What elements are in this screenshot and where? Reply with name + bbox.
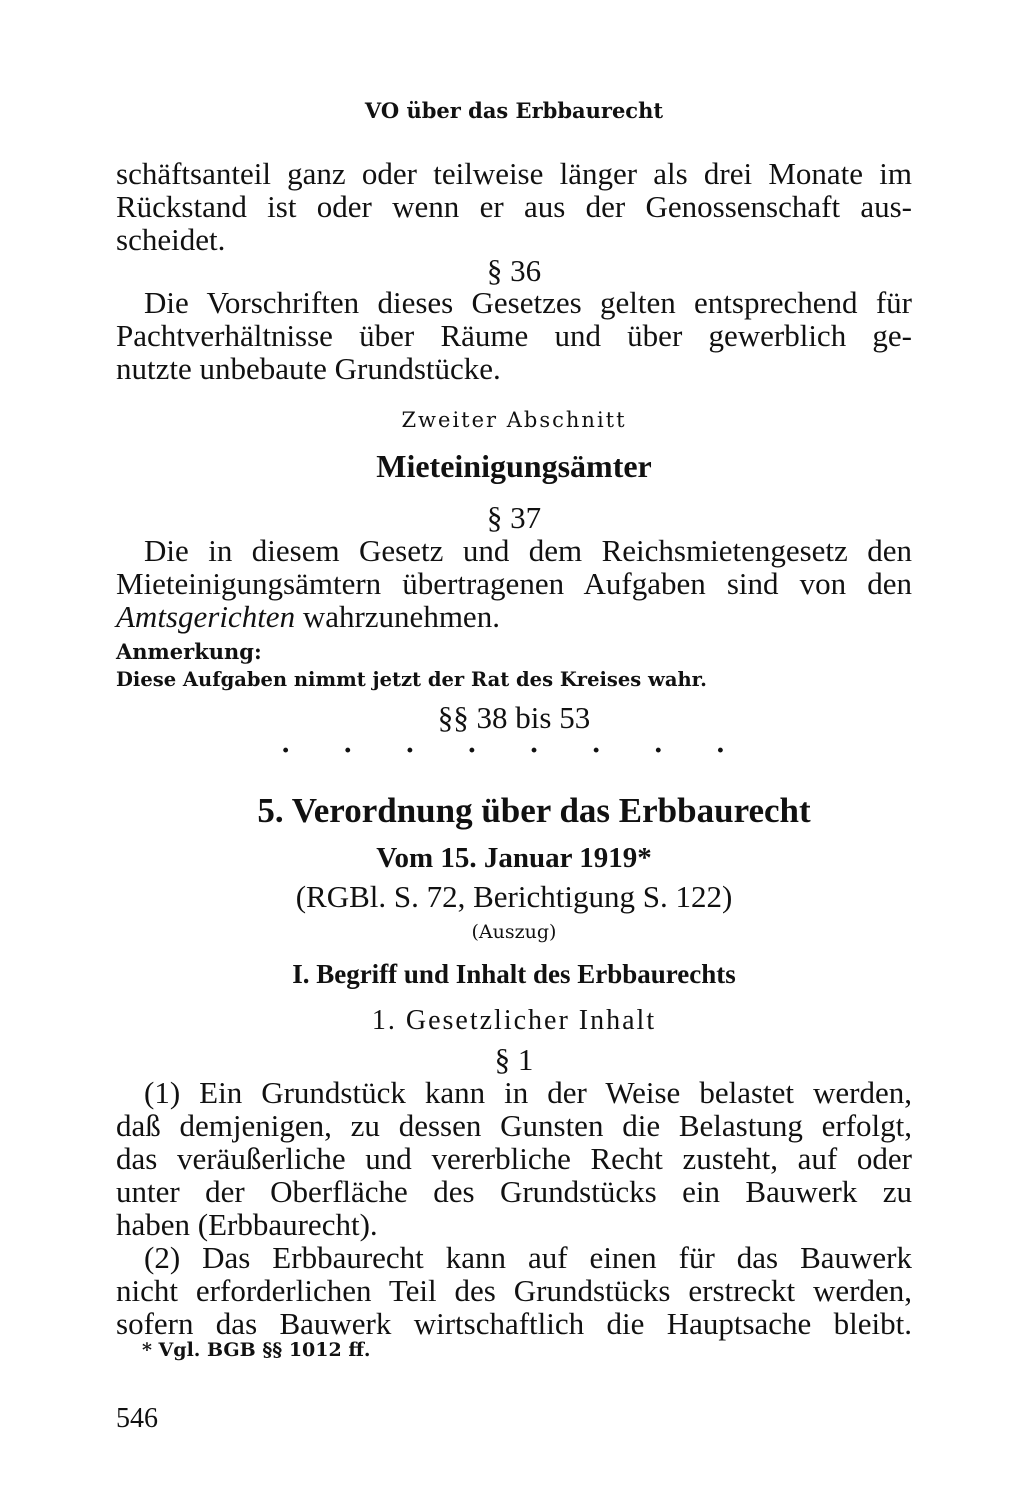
part-1-title: I. Begriff und Inhalt des Erbbaurechts [292, 959, 736, 989]
sections-38-53: §§ 38 bis 53 [437, 700, 591, 735]
section-1-line-1: (1) Ein Grundstück kann in der Weise belastet werden, [144, 1075, 912, 1110]
continuation-line-1: schäftsanteil ganz oder teilweise länger als drei Monate im [116, 156, 912, 191]
section-1-line-7: nicht erforderlichen Teil des Grundstücks erstreckt werden, [116, 1273, 912, 1308]
section-1-line-2: daß demjenigen, zu dessen Gunsten die Belastung erfolgt, [116, 1108, 912, 1143]
section-1-line-3: das veräußerliche und vererbliche Recht zusteht, auf oder [116, 1141, 912, 1176]
page-number: 546 [116, 1403, 158, 1434]
running-header: VO über das Erbbaurecht [364, 98, 664, 123]
section-37-line-3 [116, 601, 912, 632]
verordnung-title: 5. Verordnung über das Erbbaurecht [257, 791, 811, 830]
section-1-line-5: haben (Erbbaurecht). [116, 1207, 378, 1242]
anmerkung-label: Anmerkung: [116, 639, 262, 664]
footnote: * Vgl. BGB §§ 1012 ff. [142, 1339, 371, 1361]
abschnitt-title: Mieteinigungsämter [376, 448, 652, 484]
section-37-line-1: Die in diesem Gesetz und dem Reichsmietengesetz den [144, 533, 912, 568]
section-1-line-8: sofern das Bauwerk wirtschaftlich die Hauptsache bleibt. [116, 1306, 912, 1341]
ellipsis-dots: · · · · · · · · [281, 736, 747, 766]
continuation-line-2: Rückstand ist oder wenn er aus der Genossenschaft aus- [116, 189, 912, 224]
continuation-line-3: scheidet. [116, 222, 226, 257]
section-1-line-4: unter der Oberfläche des Grundstücks ein Bauwerk zu [116, 1174, 912, 1209]
section-1-line-6: (2) Das Erbbaurecht kann auf einen für das Bauwerk [144, 1240, 912, 1275]
section-36-heading: § 36 [486, 253, 542, 288]
part-1-subtitle: 1. Gesetzlicher Inhalt [371, 1005, 657, 1036]
section-37-heading: § 37 [486, 500, 542, 535]
section-37-line-2: Mieteinigungsämtern übertragenen Aufgaben sind von den [116, 566, 912, 601]
verordnung-source: (RGBl. S. 72, Berichtigung S. 122) [295, 879, 733, 914]
amtsgerichten-italic: Amtsgerichten [116, 599, 296, 634]
section-36-line-2: Pachtverhältnisse über Räume und über gewerblich ge- [116, 318, 912, 353]
verordnung-date: Vom 15. Januar 1919* [376, 842, 652, 874]
section-37-line-3-rest: wahrzunehmen. [295, 599, 500, 634]
anmerkung-text: Diese Aufgaben nimmt jetzt der Rat des Kreises wahr. [116, 668, 707, 691]
section-1-heading: § 1 [494, 1042, 534, 1077]
section-36-line-1: Die Vorschriften dieses Gesetzes gelten entsprechend für [144, 285, 912, 320]
abschnitt-label: Zweiter Abschnitt [401, 408, 627, 432]
section-36-line-3: nutzte unbebaute Grundstücke. [116, 351, 501, 386]
verordnung-note: (Auszug) [471, 921, 557, 943]
